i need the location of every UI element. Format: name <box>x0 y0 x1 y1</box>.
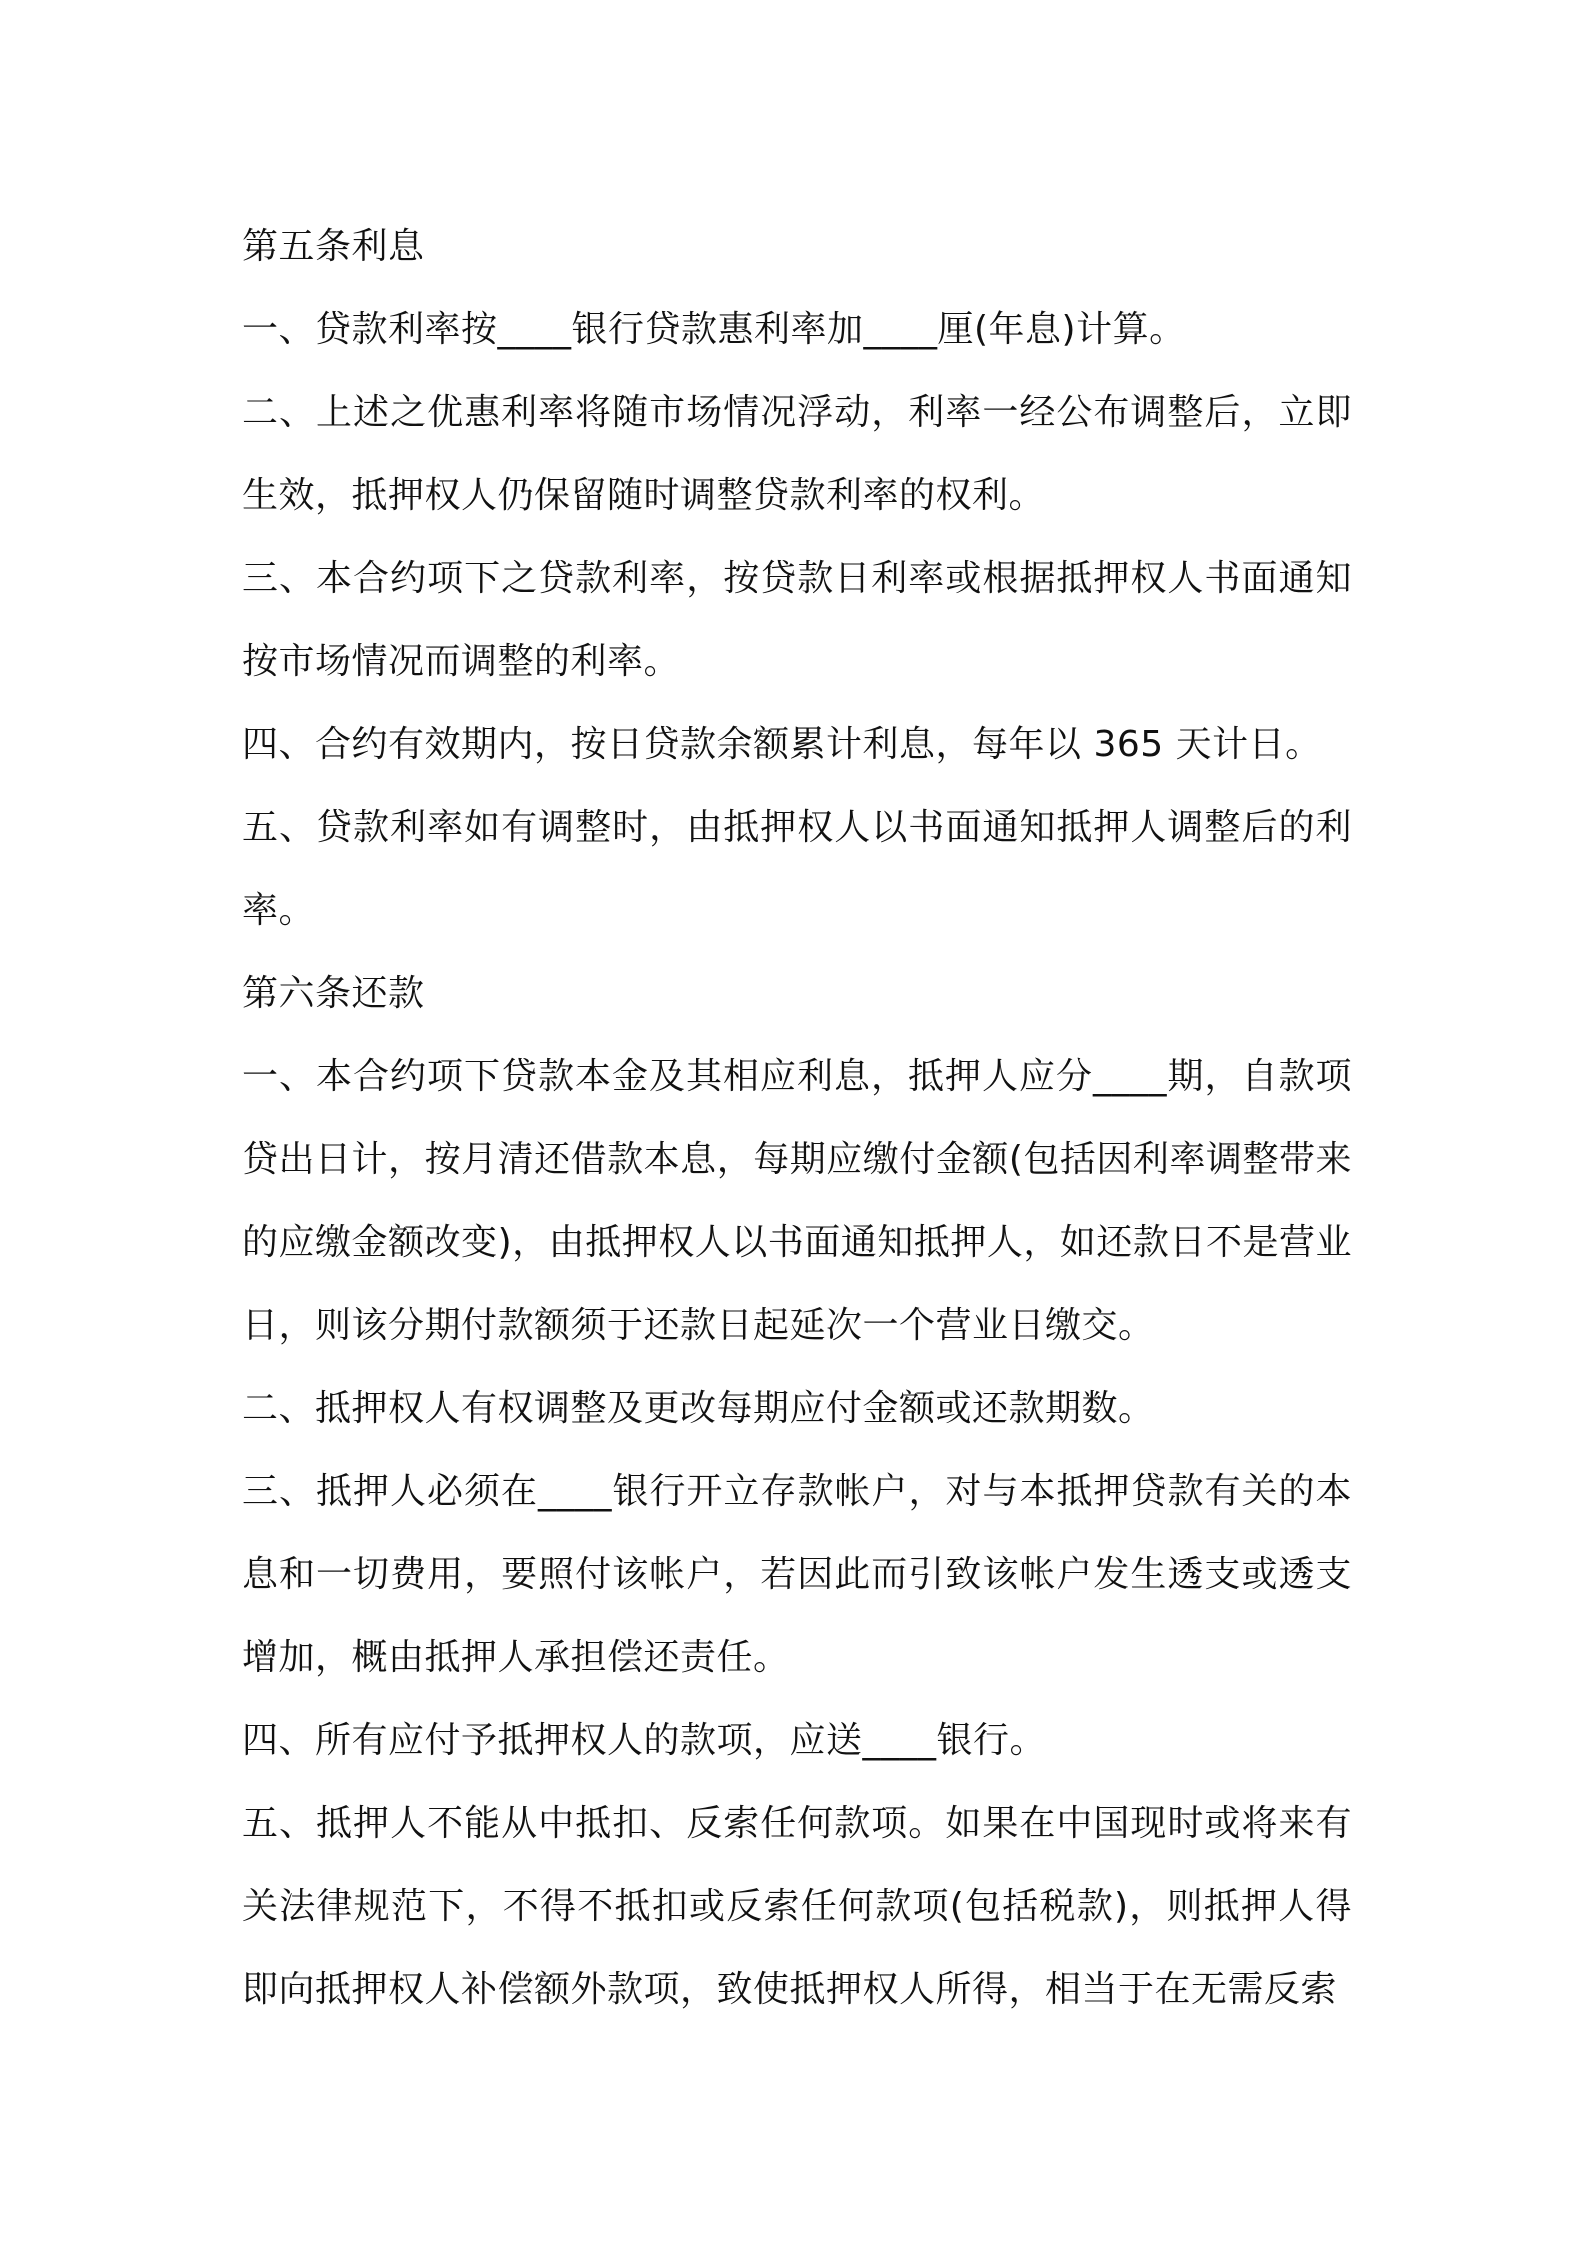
section-heading-repayment: 第六条还款 <box>242 973 425 1014</box>
repayment-clause-3: 三、抵押人必须在____银行开立存款帐户，对与本抵押贷款有关的本息和一切费用，要照付该帐户，若因此而引致该帐户发生透支或透支增加，概由抵押人承担偿还责任。 <box>242 1471 1352 1678</box>
interest-clause-4: 四、合约有效期内，按日贷款余额累计利息，每年以 365 天计日。 <box>242 724 1322 765</box>
repayment-clause-2: 二、抵押权人有权调整及更改每期应付金额或还款期数。 <box>242 1388 1155 1429</box>
interest-clause-5: 五、贷款利率如有调整时，由抵押权人以书面通知抵押人调整后的利率。 <box>242 807 1352 931</box>
section-heading-interest: 第五条利息 <box>242 226 425 267</box>
repayment-clause-1: 一、本合约项下贷款本金及其相应利息，抵押人应分____期，自款项贷出日计，按月清还借款本息，每期应缴付金额(包括因利率调整带来的应缴金额改变)，由抵押权人以书面通知抵押人，如还款日不是营业日，则该分期付款额须于还款日起延次一个营业日缴交。 <box>242 1056 1352 1346</box>
repayment-clause-4: 四、所有应付予抵押权人的款项，应送____银行。 <box>242 1720 1047 1761</box>
interest-clause-2: 二、上述之优惠利率将随市场情况浮动，利率一经公布调整后，立即生效，抵押权人仍保留随时调整贷款利率的权利。 <box>242 392 1352 516</box>
interest-clause-3: 三、本合约项下之贷款利率，按贷款日利率或根据抵押权人书面通知按市场情况而调整的利率。 <box>242 558 1352 682</box>
repayment-clause-5: 五、抵押人不能从中抵扣、反索任何款项。如果在中国现时或将来有关法律规范下，不得不抵扣或反索任何款项(包括税款)，则抵押人得即向抵押权人补偿额外款项，致使抵押权人所得，相当于在无需反索 <box>242 1803 1352 2010</box>
interest-clause-1: 一、贷款利率按____银行贷款惠利率加____厘(年息)计算。 <box>242 309 1186 350</box>
document-body <box>242 205 1352 2031</box>
